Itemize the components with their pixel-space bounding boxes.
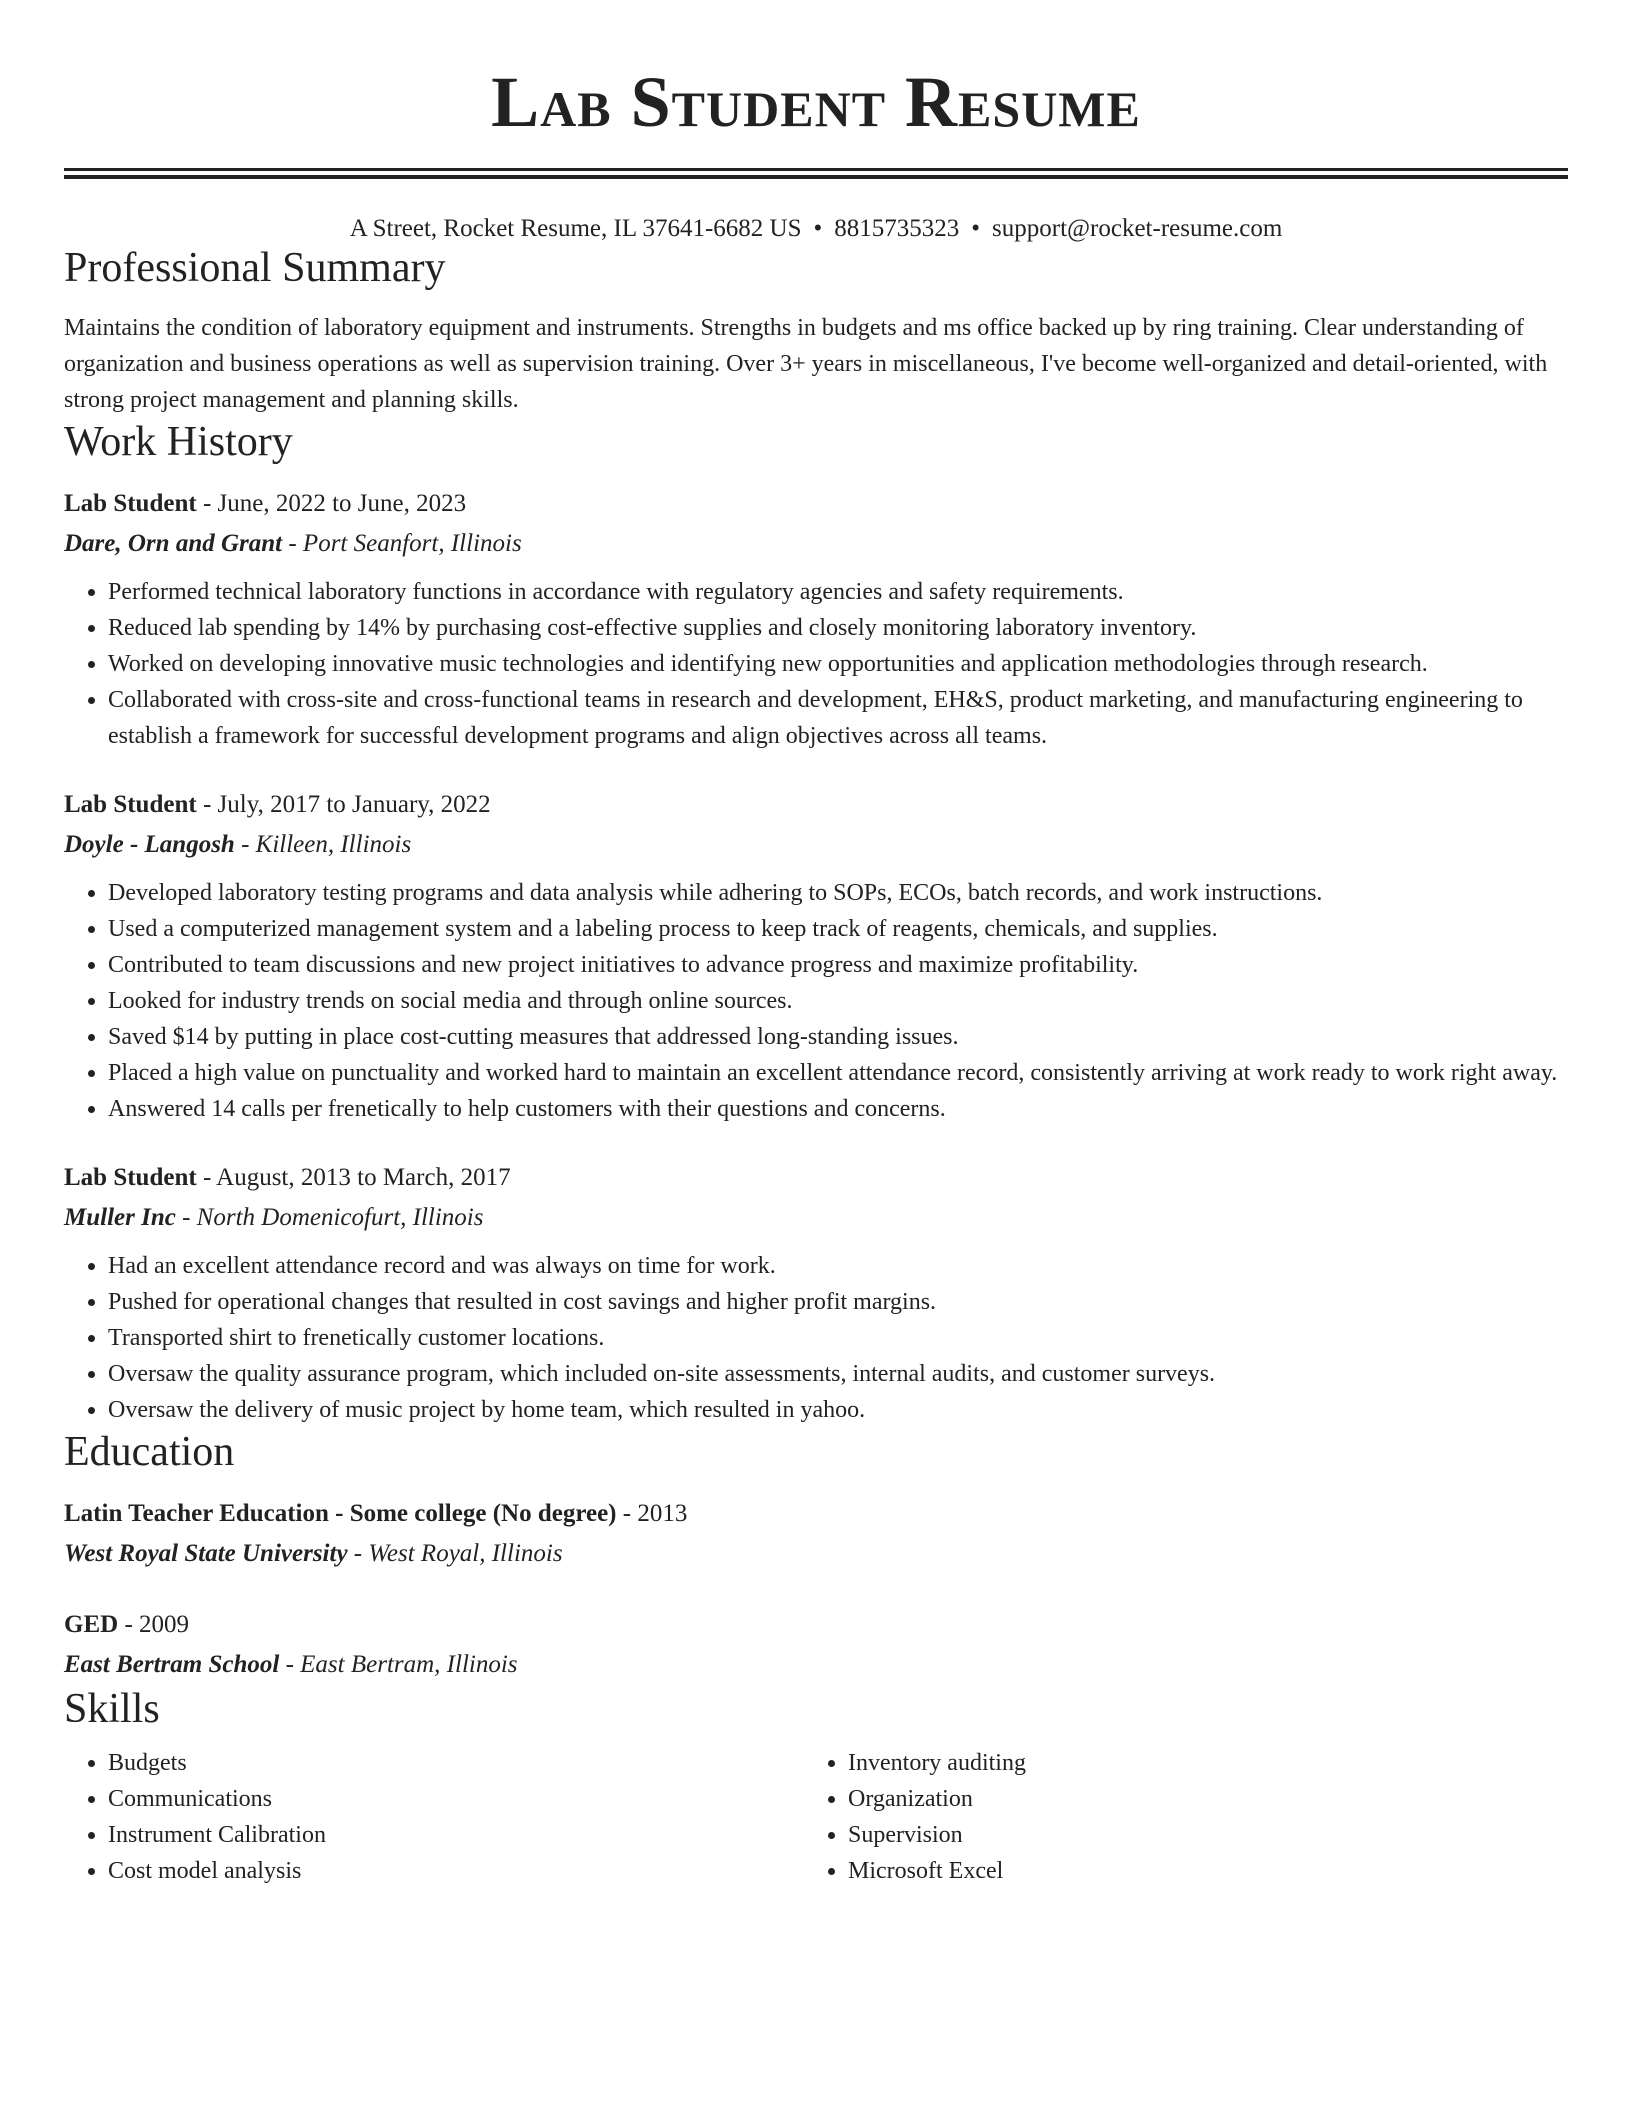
education-degree: GED	[64, 1611, 119, 1638]
job-location: - North Domenicofurt, Illinois	[175, 1204, 484, 1231]
job-bullet: • Answered 14 calls per frenetically to help customers with their questions and concerns.	[108, 1091, 1568, 1127]
job-dates: - July, 2017 to January, 2022	[196, 791, 491, 818]
job-title-line	[64, 1158, 1568, 1198]
job-dates: - August, 2013 to March, 2017	[196, 1164, 511, 1191]
job-bullet: • Looked for industry trends on social media and through online sources.	[108, 983, 1568, 1019]
education-location: - East Bertram, Illinois	[279, 1651, 518, 1678]
job-title-line	[64, 785, 1568, 825]
education-year: - 2013	[616, 1500, 688, 1527]
skills-column-left	[64, 1745, 804, 1889]
job-bullet: • Reduced lab spending by 14% by purchasing cost-effective supplies and closely monitoring laboratory inventory.	[108, 610, 1568, 646]
job-role: Lab Student	[64, 490, 197, 517]
education-entry	[64, 1605, 1568, 1685]
education-degree-line	[64, 1605, 1568, 1645]
skills-heading: Skills	[64, 1686, 160, 1732]
job-entry	[64, 484, 1568, 754]
job-bullet: • Oversaw the delivery of music project by home team, which resulted in yahoo.	[108, 1392, 1568, 1428]
resume-page	[64, 0, 1568, 1889]
education-entry	[64, 1494, 1568, 1574]
education-heading: Education	[64, 1429, 235, 1475]
education-year: - 2009	[118, 1611, 190, 1638]
education-school-line	[64, 1534, 1568, 1574]
job-bullet: • Performed technical laboratory functions in accordance with regulatory agencies and safety requirements.	[108, 574, 1568, 610]
skill-item: • Inventory auditing	[848, 1745, 1544, 1781]
skill-item: • Instrument Calibration	[108, 1817, 804, 1853]
summary-text: Maintains the condition of laboratory equipment and instruments. Strengths in budgets and ms office backed up by ring training. Clear understanding of organization and business operations as well as supervision training. Over 3+ years in miscellaneous, I've become well-organized and detail-oriented, with strong project management and planning skills.	[64, 315, 1548, 413]
summary-heading: Professional Summary	[64, 245, 446, 291]
title-divider	[64, 168, 1568, 179]
job-role: Lab Student	[64, 1164, 197, 1191]
education-degree-line	[64, 1494, 1568, 1534]
job-location: - Killeen, Illinois	[234, 831, 412, 858]
education-school: West Royal State University	[64, 1540, 348, 1567]
job-bullet: • Contributed to team discussions and new project initiatives to advance progress and maximize profitability.	[108, 947, 1568, 983]
job-company: Dare, Orn and Grant	[64, 530, 283, 557]
job-role: Lab Student	[64, 791, 197, 818]
job-company-line	[64, 1198, 1568, 1238]
job-company: Doyle - Langosh	[64, 831, 235, 858]
job-bullets	[64, 1248, 1568, 1428]
skills-grid	[64, 1745, 1568, 1889]
job-bullet: • Worked on developing innovative music technologies and identifying new opportunities and application methodologies through research.	[108, 646, 1568, 682]
skill-item: • Communications	[108, 1781, 804, 1817]
work-history-heading: Work History	[64, 419, 293, 465]
job-company-line	[64, 825, 1568, 865]
job-bullet: • Pushed for operational changes that resulted in cost savings and higher profit margins.	[108, 1284, 1568, 1320]
skill-item: • Microsoft Excel	[848, 1853, 1544, 1889]
job-bullet: • Developed laboratory testing programs and data analysis while adhering to SOPs, ECOs, batch records, and work instructions.	[108, 875, 1568, 911]
education-school-line	[64, 1645, 1568, 1685]
contact-address: A Street, Rocket Resume, IL 37641-6682 US	[349, 215, 802, 242]
job-bullet: • Transported shirt to frenetically customer locations.	[108, 1320, 1568, 1356]
job-bullet: • Placed a high value on punctuality and worked hard to maintain an excellent attendance record, consistently arriving at work ready to work right away.	[108, 1055, 1568, 1091]
education-location: - West Royal, Illinois	[347, 1540, 563, 1567]
contact-separator: •	[971, 215, 981, 242]
job-location: - Port Seanfort, Illinois	[282, 530, 522, 557]
job-bullet: • Had an excellent attendance record and was always on time for work.	[108, 1248, 1568, 1284]
job-entry	[64, 1158, 1568, 1428]
education-school: East Bertram School	[64, 1651, 280, 1678]
contact-email: support@rocket-resume.com	[992, 215, 1283, 242]
job-entry	[64, 785, 1568, 1127]
job-bullet: • Used a computerized management system and a labeling process to keep track of reagents, chemicals, and supplies.	[108, 911, 1568, 947]
job-title-line	[64, 484, 1568, 524]
job-bullets	[64, 574, 1568, 754]
skill-item: • Budgets	[108, 1745, 804, 1781]
skills-column-right	[804, 1745, 1544, 1889]
skill-item: • Cost model analysis	[108, 1853, 804, 1889]
job-company-line	[64, 524, 1568, 564]
job-bullet: • Collaborated with cross-site and cross-functional teams in research and development, EH&S, product marketing, and manufacturing engineering to establish a framework for successful development programs and align objectives across all teams.	[108, 682, 1568, 754]
education-degree: Latin Teacher Education - Some college (No degree)	[64, 1500, 617, 1527]
job-bullet: • Oversaw the quality assurance program, which included on-site assessments, internal audits, and customer surveys.	[108, 1356, 1568, 1392]
resume-title: Lab Student Resume	[491, 62, 1141, 142]
job-bullets	[64, 875, 1568, 1127]
skill-item: • Supervision	[848, 1817, 1544, 1853]
job-company: Muller Inc	[64, 1204, 176, 1231]
contact-phone: 8815735323	[834, 215, 960, 242]
contact-separator: •	[813, 215, 823, 242]
contact-line	[64, 214, 1568, 244]
skill-item: • Organization	[848, 1781, 1544, 1817]
job-dates: - June, 2022 to June, 2023	[196, 490, 467, 517]
job-bullet: • Saved $14 by putting in place cost-cutting measures that addressed long-standing issues.	[108, 1019, 1568, 1055]
